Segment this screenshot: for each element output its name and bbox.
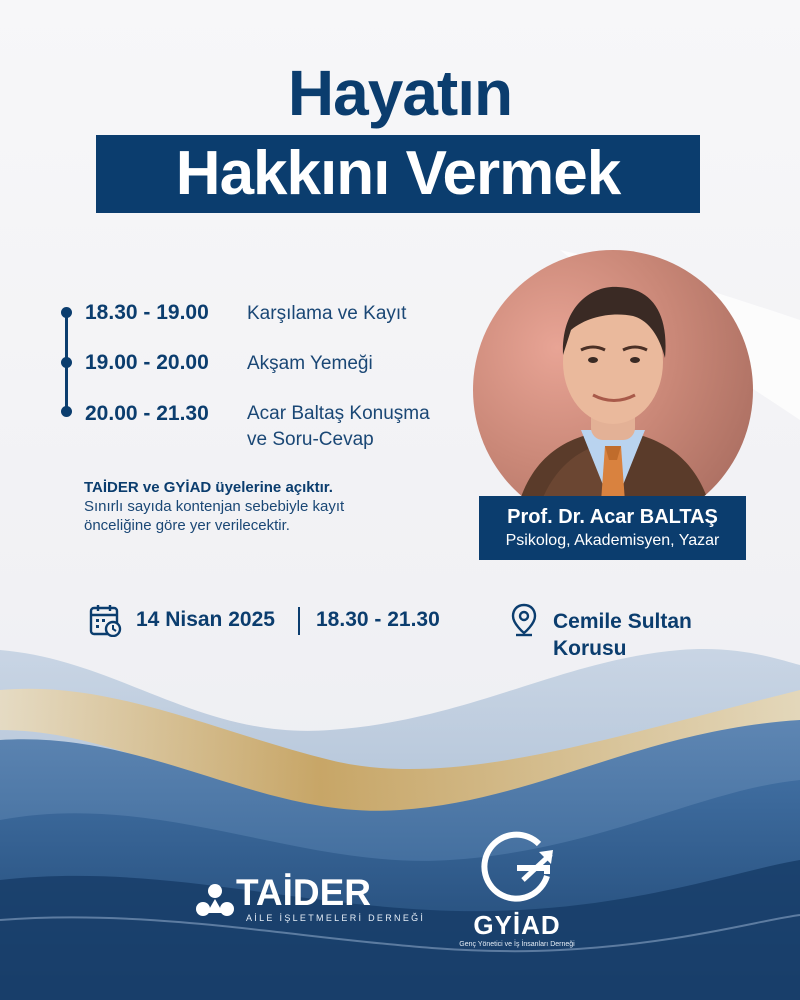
taider-name: TAİDER — [236, 872, 371, 913]
speaker-name: Prof. Dr. Acar BALTAŞ — [507, 506, 718, 528]
taider-logo — [190, 872, 426, 934]
taider-subtitle: AİLE İŞLETMELERİ DERNEĞİ — [246, 913, 426, 923]
note-body: Sınırlı sayıda kontenjan sebebiyle kayıt önceliğine göre yer verilecektir. — [84, 498, 345, 534]
schedule-event-2: Akşam Yemeği — [247, 353, 373, 374]
timeline-dot — [61, 406, 72, 417]
note-title: TAİDER ve GYİAD üyelerine açıktır. — [84, 479, 333, 496]
location-line-2: Korusu — [553, 637, 627, 660]
speaker-portrait-illustration — [473, 250, 753, 530]
gyiad-mark-icon — [477, 828, 557, 906]
speaker-caption — [479, 496, 746, 560]
title-line-2: Hakkını Vermek — [175, 139, 621, 208]
speaker-title: Psikolog, Akademisyen, Yazar — [505, 532, 720, 549]
schedule-time-3: 20.00 - 21.30 — [85, 402, 209, 425]
schedule-time-1: 18.30 - 19.00 — [85, 301, 209, 324]
membership-note — [84, 478, 404, 535]
schedule-event-3-line-1: Acar Baltaş Konuşma — [247, 403, 430, 424]
title-line-1: Hayatın — [287, 57, 513, 129]
location-line-1: Cemile Sultan — [553, 610, 692, 633]
gyiad-name: GYİAD — [473, 910, 561, 940]
schedule-time-2: 19.00 - 20.00 — [85, 351, 209, 374]
speaker-photo — [473, 250, 753, 530]
timeline-dot — [61, 357, 72, 368]
decorative-waves — [0, 620, 800, 1000]
schedule-event-1: Karşılama ve Kayıt — [247, 303, 407, 324]
event-date: 14 Nisan 2025 — [136, 608, 275, 631]
gyiad-logo — [452, 828, 582, 960]
title-highlight-box — [96, 135, 700, 213]
gyiad-subtitle: Genç Yönetici ve İş İnsanları Derneği — [459, 941, 575, 948]
timeline-dot — [61, 307, 72, 318]
event-hours: 18.30 - 21.30 — [316, 608, 440, 631]
taider-emblem-icon — [190, 877, 240, 927]
schedule-event-3-line-2: ve Soru-Cevap — [247, 429, 374, 450]
